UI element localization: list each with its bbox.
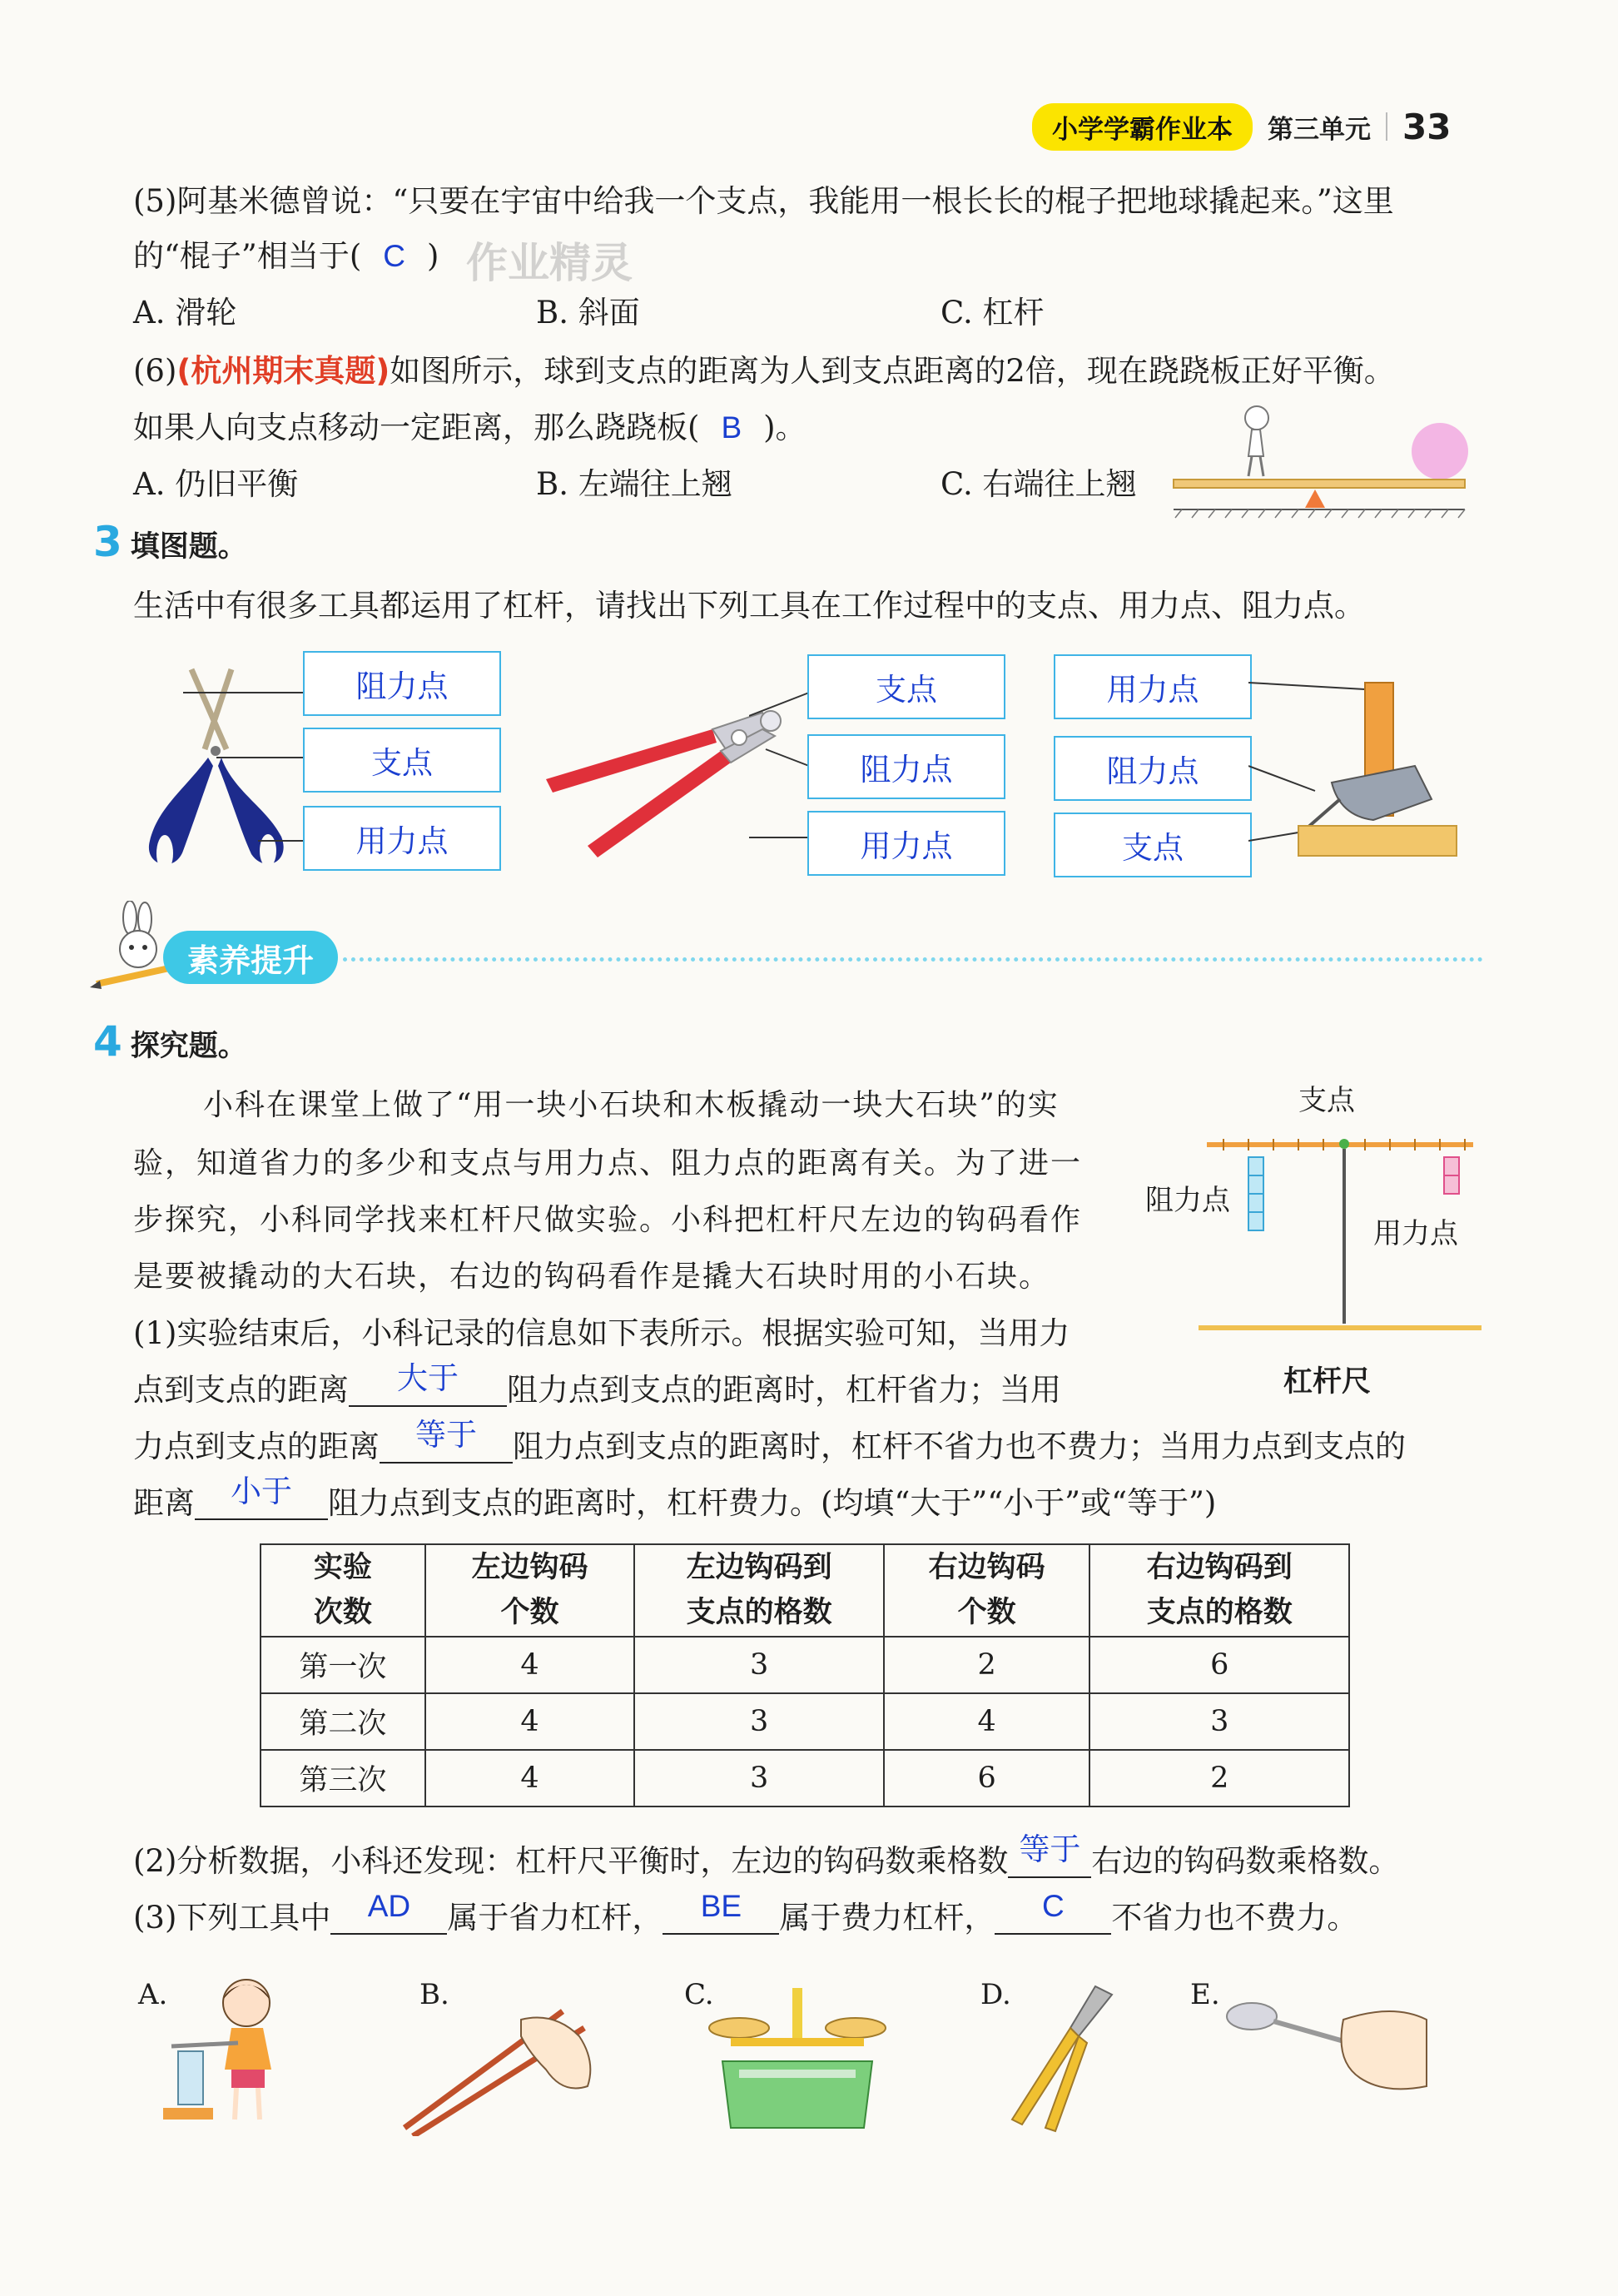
experiment-table: [260, 1543, 1350, 1807]
page-header: [1032, 100, 1498, 153]
seesaw-person-icon: [1245, 406, 1268, 476]
p1-line2-pre: 点到支点的距离: [133, 1372, 349, 1408]
table-cell: 4: [425, 1693, 635, 1750]
section3-title: 填图题。: [130, 530, 247, 564]
fig-fulcrum-label: 支点: [1298, 1084, 1355, 1117]
header-text: 左边钩码到: [686, 1551, 832, 1584]
q6-option-a: A. 仍旧平衡: [133, 466, 299, 502]
table-cell: 3: [634, 1693, 884, 1750]
table-header: [884, 1544, 1090, 1637]
p1-blank-3: [195, 1474, 328, 1520]
p3-mid-2: 属于费力杠杆，: [779, 1900, 995, 1936]
table-header-row: [261, 1544, 1349, 1637]
watermark: 作业精灵: [466, 239, 633, 287]
table-cell: 4: [425, 1750, 635, 1806]
fig-resistance-label: 阻力点: [1145, 1184, 1230, 1217]
header-text: 右边钩码到: [1146, 1551, 1293, 1584]
p2-post: 右边的钩码数乘格数。: [1091, 1843, 1400, 1879]
hammer-label-middle-text: 阻力点: [1106, 753, 1199, 789]
nutcracker-label-middle: [807, 734, 1005, 799]
hammer-label-bottom: [1054, 813, 1252, 877]
table-cell: 第二次: [261, 1693, 425, 1750]
table-header: [634, 1544, 884, 1637]
header-text: 左边钩码: [471, 1551, 588, 1584]
brand-badge: 小学学霸作业本: [1032, 103, 1253, 151]
header-text: 个数: [957, 1596, 1016, 1630]
scissors-label-bottom: [303, 806, 501, 871]
banner-title: 素养提升: [186, 942, 314, 979]
p3-answer-1: AD: [367, 1889, 411, 1923]
tool-b-illustration: [396, 1986, 613, 2136]
nutcracker-label-bottom-text: 用力点: [860, 828, 953, 864]
p1-blank-1: [349, 1361, 507, 1407]
hammer-label-top-text: 用力点: [1106, 672, 1199, 708]
header-text: 次数: [313, 1596, 372, 1630]
table-cell: 4: [425, 1637, 635, 1693]
tool-a-illustration: [155, 1970, 305, 2136]
p1-blank-2: [380, 1418, 513, 1464]
tool-label-d: D.: [980, 1978, 1011, 2011]
tool-label-a: A.: [138, 1978, 168, 2011]
hammer-label-bottom-text: 支点: [1122, 830, 1184, 866]
section4-title: 探究题。: [130, 1030, 247, 1063]
q6-line2-post: )。: [763, 410, 807, 445]
tool-e-illustration: [1218, 1986, 1435, 2111]
tool-label-c: C.: [684, 1978, 714, 2011]
q6-tag: (杭州期末真题): [176, 353, 390, 389]
p3-blank-1: [330, 1889, 447, 1935]
section4-heading: [93, 1017, 247, 1066]
q5-line2-post: ): [427, 238, 439, 274]
p3-line: [133, 1889, 1358, 1938]
p3-answer-3: C: [1042, 1889, 1065, 1923]
q6-line1-text: 如图所示，球到支点的距离为人到支点距离的2倍，现在跷跷板正好平衡。: [390, 353, 1395, 389]
p3-blank-3: [995, 1889, 1111, 1935]
unit-label: 第三单元: [1268, 114, 1371, 145]
section3-heading: [93, 518, 247, 566]
hammer-illustration: [1248, 674, 1465, 874]
p2-answer: 等于: [1019, 1832, 1081, 1866]
header-text: 个数: [500, 1596, 559, 1630]
q5-option-a: A. 滑轮: [133, 295, 237, 330]
p1-line3: [133, 1418, 1406, 1467]
q6-line2: [133, 410, 807, 446]
table-cell: 3: [634, 1750, 884, 1806]
p1-line3-pre: 力点到支点的距离: [133, 1429, 380, 1464]
table-cell: 第三次: [261, 1750, 425, 1806]
page-number: 33: [1402, 106, 1452, 147]
scissors-label-top: [303, 651, 501, 716]
header-text: 支点的格数: [1146, 1596, 1293, 1630]
scissors-label-bottom-text: 用力点: [355, 823, 449, 859]
header-divider: [1386, 112, 1387, 141]
nutcracker-label-top-text: 支点: [876, 672, 937, 708]
banner-badge: [163, 931, 338, 984]
nutcracker-label-top: [807, 654, 1005, 719]
table-cell: 6: [1089, 1637, 1349, 1693]
table-header: [1089, 1544, 1349, 1637]
lever-ruler-illustration: [1199, 1132, 1482, 1340]
q6-option-c: C. 右端往上翘: [941, 466, 1137, 502]
table-row: [261, 1750, 1349, 1806]
p3-post: 不省力也不费力。: [1111, 1900, 1358, 1936]
tool-label-e: E.: [1190, 1978, 1220, 2011]
table-cell: 4: [884, 1693, 1090, 1750]
p1-line2-post: 阻力点到支点的距离时，杠杆省力；当用: [507, 1372, 1061, 1408]
q6-option-b: B. 左端往上翘: [536, 466, 732, 502]
p1-answer-1: 大于: [397, 1361, 459, 1395]
table-cell: 2: [884, 1637, 1090, 1693]
p1-answer-3: 小于: [231, 1474, 292, 1508]
header-text: 右边钩码: [928, 1551, 1045, 1584]
p3-mid-1: 属于省力杠杆，: [447, 1900, 663, 1936]
nutcracker-label-middle-text: 阻力点: [860, 752, 953, 788]
q5-line2-pre: 的“棍子”相当于(: [133, 238, 362, 274]
p2-pre: (2)分析数据，小科还发现：杠杆尺平衡时，左边的钩码数乘格数: [133, 1843, 1009, 1879]
table-cell: 3: [634, 1637, 884, 1693]
scissors-label-middle: [303, 728, 501, 793]
nutcracker-leader-lines: [749, 691, 816, 857]
p1-line4-post: 阻力点到支点的距离时，杠杆费力。(均填“大于”“小于”或“等于”): [328, 1485, 1217, 1521]
q5-answer: C: [383, 239, 406, 273]
table-cell: 6: [884, 1750, 1090, 1806]
table-cell: 3: [1089, 1693, 1349, 1750]
q6-line2-pre: 如果人向支点移动一定距离，那么跷跷板(: [133, 410, 700, 445]
table-row: [261, 1693, 1349, 1750]
table-row: [261, 1637, 1349, 1693]
section3-number: 3: [93, 518, 122, 566]
fig-effort-label: 用力点: [1373, 1217, 1458, 1250]
tool-label-b: B.: [419, 1978, 449, 2011]
p3-pre: (3)下列工具中: [133, 1900, 331, 1936]
p1-line2: [133, 1361, 1061, 1410]
p1-line3-post: 阻力点到支点的距离时，杠杆不省力也不费力；当用力点到支点的: [513, 1429, 1406, 1464]
section4-para-3: 步探究，小科同学找来杠杆尺做实验。小科把杠杆尺左边的钩码看作: [133, 1203, 1083, 1237]
fig-caption: 杠杆尺: [1283, 1365, 1372, 1399]
hammer-label-top: [1054, 654, 1252, 719]
scissors-label-top-text: 阻力点: [355, 668, 449, 704]
scissors-label-middle-text: 支点: [371, 745, 433, 781]
p2-line: [133, 1832, 1400, 1881]
section4-number: 4: [93, 1017, 122, 1066]
p1-line1: (1)实验结束后，小科记录的信息如下表所示。根据实验可知，当用力: [133, 1315, 1070, 1351]
p1-line4: [133, 1474, 1217, 1523]
section3-instruction: 生活中有很多工具都运用了杠杆，请找出下列工具在工作过程中的支点、用力点、阻力点。: [133, 588, 1365, 624]
header-text: 支点的格数: [686, 1596, 832, 1630]
seesaw-fulcrum-icon: [1305, 490, 1325, 508]
header-text: 实验: [313, 1551, 372, 1584]
q6-line1: [133, 353, 1395, 390]
q5-line2: [133, 238, 439, 275]
table-header: [261, 1544, 425, 1637]
section4-para-4: 是要被撬动的大石块，右边的钩码看作是撬大石块时用的小石块。: [133, 1260, 1051, 1294]
table-cell: 第一次: [261, 1637, 425, 1693]
nutcracker-label-bottom: [807, 811, 1005, 876]
scissors-leader-lines: [183, 683, 308, 857]
p3-blank-2: [663, 1889, 779, 1935]
table-header: [425, 1544, 635, 1637]
p3-answer-2: BE: [700, 1889, 742, 1923]
section4-para-1: 小科在课堂上做了“用一块小石块和木板撬动一块大石块”的实: [203, 1088, 1060, 1122]
q6-num: (6): [133, 353, 177, 389]
seesaw-illustration: [1165, 400, 1482, 524]
section4-para-2: 验，知道省力的多少和支点与用力点、阻力点的距离有关。为了进一: [133, 1146, 1083, 1180]
tool-d-illustration: [995, 1978, 1129, 2136]
p2-blank: [1008, 1832, 1091, 1878]
hammer-label-middle: [1054, 736, 1252, 801]
p1-line4-pre: 距离: [133, 1485, 195, 1521]
q5-option-c: C. 杠杆: [941, 295, 1045, 330]
p1-answer-2: 等于: [415, 1418, 477, 1452]
seesaw-board: [1174, 480, 1465, 488]
seesaw-ball-icon: [1412, 423, 1468, 480]
q6-answer: B: [721, 410, 742, 445]
tool-c-illustration: [706, 1978, 889, 2136]
q5-option-b: B. 斜面: [536, 295, 640, 330]
q5-line1: (5)阿基米德曾说：“只要在宇宙中给我一个支点，我能用一根长长的棍子把地球撬起来。”这里: [133, 183, 1394, 219]
table-cell: 2: [1089, 1750, 1349, 1806]
banner-dotted-line: [343, 957, 1483, 962]
